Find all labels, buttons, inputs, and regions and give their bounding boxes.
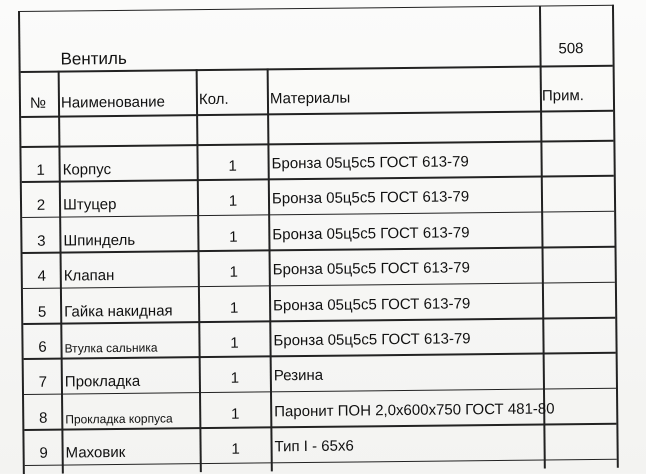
row-number: 5 — [37, 303, 47, 321]
row-qty: 1 — [230, 334, 239, 352]
row-number: 3 — [37, 232, 46, 250]
blank-row-bottom-line — [21, 140, 613, 148]
row-material: Бронза 05ц5с5 ГОСТ 613-79 — [272, 224, 470, 244]
row-material: Тип I - 65х6 — [274, 437, 354, 456]
document-number: 508 — [558, 40, 584, 58]
row-qty: 1 — [230, 370, 240, 388]
row-name: Корпус — [62, 161, 112, 179]
row-name: Прокладка — [64, 373, 141, 391]
row-name: Шпиндель — [63, 231, 136, 250]
header-qty: Кол. — [198, 90, 229, 109]
header-name: Наименование — [60, 93, 166, 112]
col-divider-no — [58, 71, 64, 474]
header-no: № — [29, 94, 47, 112]
row-number: 6 — [38, 338, 47, 356]
row-material: Бронза 05ц5с5 ГОСТ 613-79 — [273, 330, 471, 350]
row-name: Штуцер — [62, 196, 117, 214]
header-note: Прим. — [541, 87, 584, 105]
row-number: 7 — [38, 374, 48, 392]
row-qty: 1 — [231, 440, 240, 458]
row-name: Прокладка корпуса — [65, 411, 173, 427]
row-material: Бронза 05ц5с5 ГОСТ 613-79 — [272, 259, 470, 279]
row-material: Резина — [273, 367, 324, 385]
row-number: 1 — [36, 161, 45, 179]
row-qty: 1 — [229, 299, 239, 317]
row-name: Втулка сальника — [64, 340, 158, 356]
row-qty: 1 — [229, 228, 238, 246]
header-material: Материалы — [269, 89, 351, 108]
row-material: Бронза 05ц5с5 ГОСТ 613-79 — [271, 188, 470, 208]
row-qty: 1 — [228, 193, 238, 211]
row-material: Бронза 05ц5с5 ГОСТ 613-79 — [271, 153, 469, 173]
row-name: Маховик — [65, 444, 126, 462]
row-qty: 1 — [229, 263, 239, 281]
row-number: 2 — [36, 197, 46, 215]
row-material: Паронит ПОН 2,0х600х750 ГОСТ 481-80 — [274, 400, 555, 421]
row-qty: 1 — [230, 405, 240, 423]
row-name: Клапан — [63, 267, 115, 285]
row-qty: 1 — [228, 157, 237, 175]
row-number: 9 — [39, 444, 48, 462]
row-number: 4 — [37, 267, 47, 285]
row-material: Бронза 05ц5с5 ГОСТ 613-79 — [273, 294, 471, 314]
document-title: Вентиль — [60, 48, 127, 69]
col-divider-material — [539, 7, 545, 469]
spec-table — [18, 5, 619, 474]
row-number: 8 — [39, 409, 48, 427]
row-name: Гайка накидная — [64, 301, 173, 321]
